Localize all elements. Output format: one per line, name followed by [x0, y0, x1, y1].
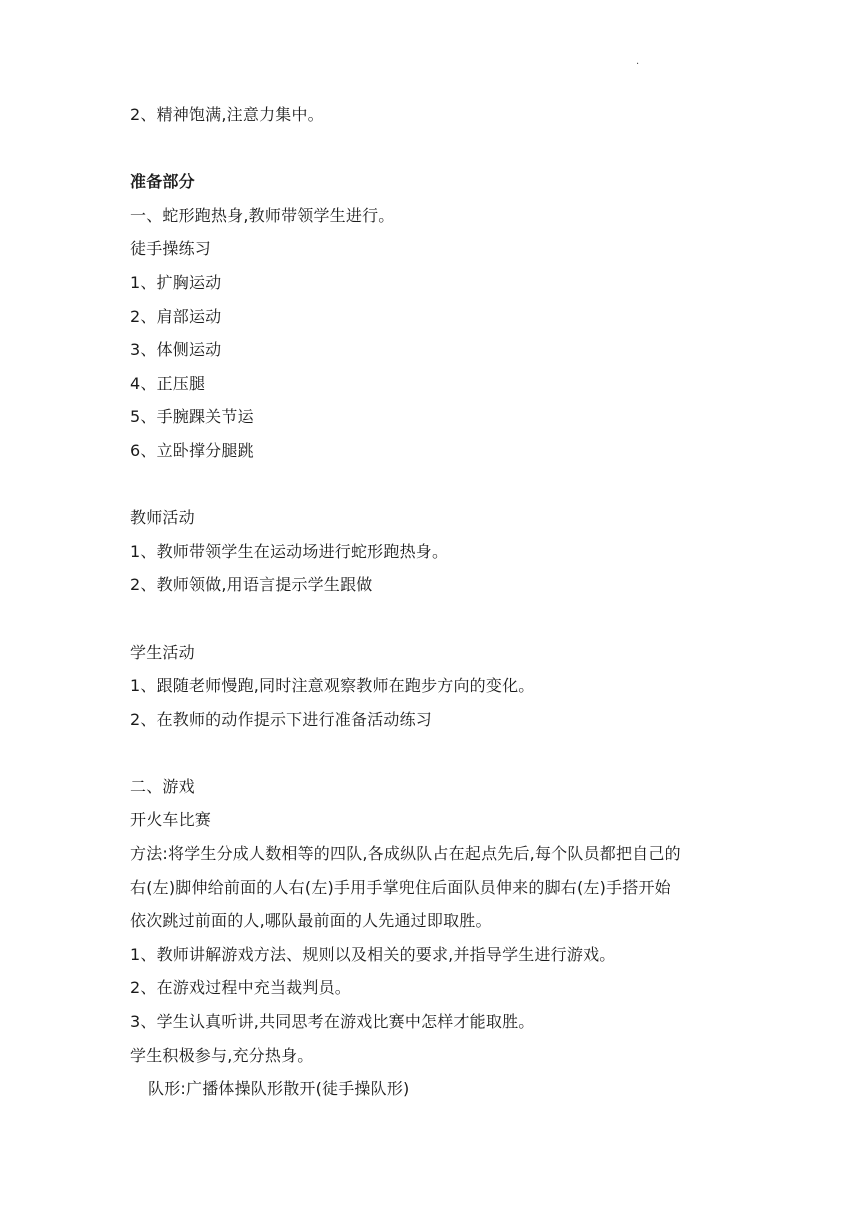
game-method-line-1: 方法:将学生分成人数相等的四队,各成纵队占在起点先后,每个队员都把自己的 [130, 844, 681, 864]
teacher-activity-heading: 教师活动 [130, 508, 195, 528]
exercise-item-2: 2、肩部运动 [130, 306, 222, 326]
game-step-3: 3、学生认真听讲,共同思考在游戏比赛中怎样才能取胜。 [130, 1012, 535, 1032]
exercise-heading: 徒手操练习 [130, 239, 212, 259]
header-mark: . [636, 56, 640, 67]
section-heading-preparation: 准备部分 [130, 172, 195, 192]
goal-line-2: 2、精神饱满,注意力集中。 [130, 105, 324, 124]
exercise-item-1: 1、扩胸运动 [130, 272, 222, 292]
spacer [130, 468, 740, 502]
student-activity-1: 1、跟随老师慢跑,同时注意观察教师在跑步方向的变化。 [130, 676, 535, 696]
document-body [130, 98, 740, 1106]
game-title: 开火车比赛 [130, 810, 212, 830]
student-activity-2: 2、在教师的动作提示下进行准备活动练习 [130, 709, 432, 729]
exercise-item-4: 4、正压腿 [130, 373, 206, 393]
game-step-2: 2、在游戏过程中充当裁判员。 [130, 978, 351, 998]
game-heading: 二、游戏 [130, 776, 195, 796]
teacher-activity-2: 2、教师领做,用语言提示学生跟做 [130, 575, 373, 595]
game-method-line-3: 依次跳过前面的人,哪队最前面的人先通过即取胜。 [130, 911, 492, 931]
exercise-item-6: 6、立卧撑分腿跳 [130, 440, 254, 460]
warmup-heading: 一、蛇形跑热身,教师带领学生进行。 [130, 205, 395, 225]
game-summary: 学生积极参与,充分热身。 [130, 1045, 314, 1065]
spacer [130, 602, 740, 636]
exercise-item-3: 3、体侧运动 [130, 340, 222, 360]
teacher-activity-1: 1、教师带领学生在运动场进行蛇形跑热身。 [130, 541, 449, 561]
formation-note: 队形:广播体操队形散开(徒手操队形) [148, 1079, 410, 1099]
spacer [130, 132, 740, 166]
game-method-line-2: 右(左)脚伸给前面的人右(左)手用手掌兜住后面队员伸来的脚右(左)手搭开始 [130, 877, 671, 897]
game-step-1: 1、教师讲解游戏方法、规则以及相关的要求,并指导学生进行游戏。 [130, 944, 616, 964]
student-activity-heading: 学生活动 [130, 642, 195, 662]
spacer [130, 736, 740, 770]
exercise-item-5: 5、手腕踝关节运 [130, 407, 254, 427]
